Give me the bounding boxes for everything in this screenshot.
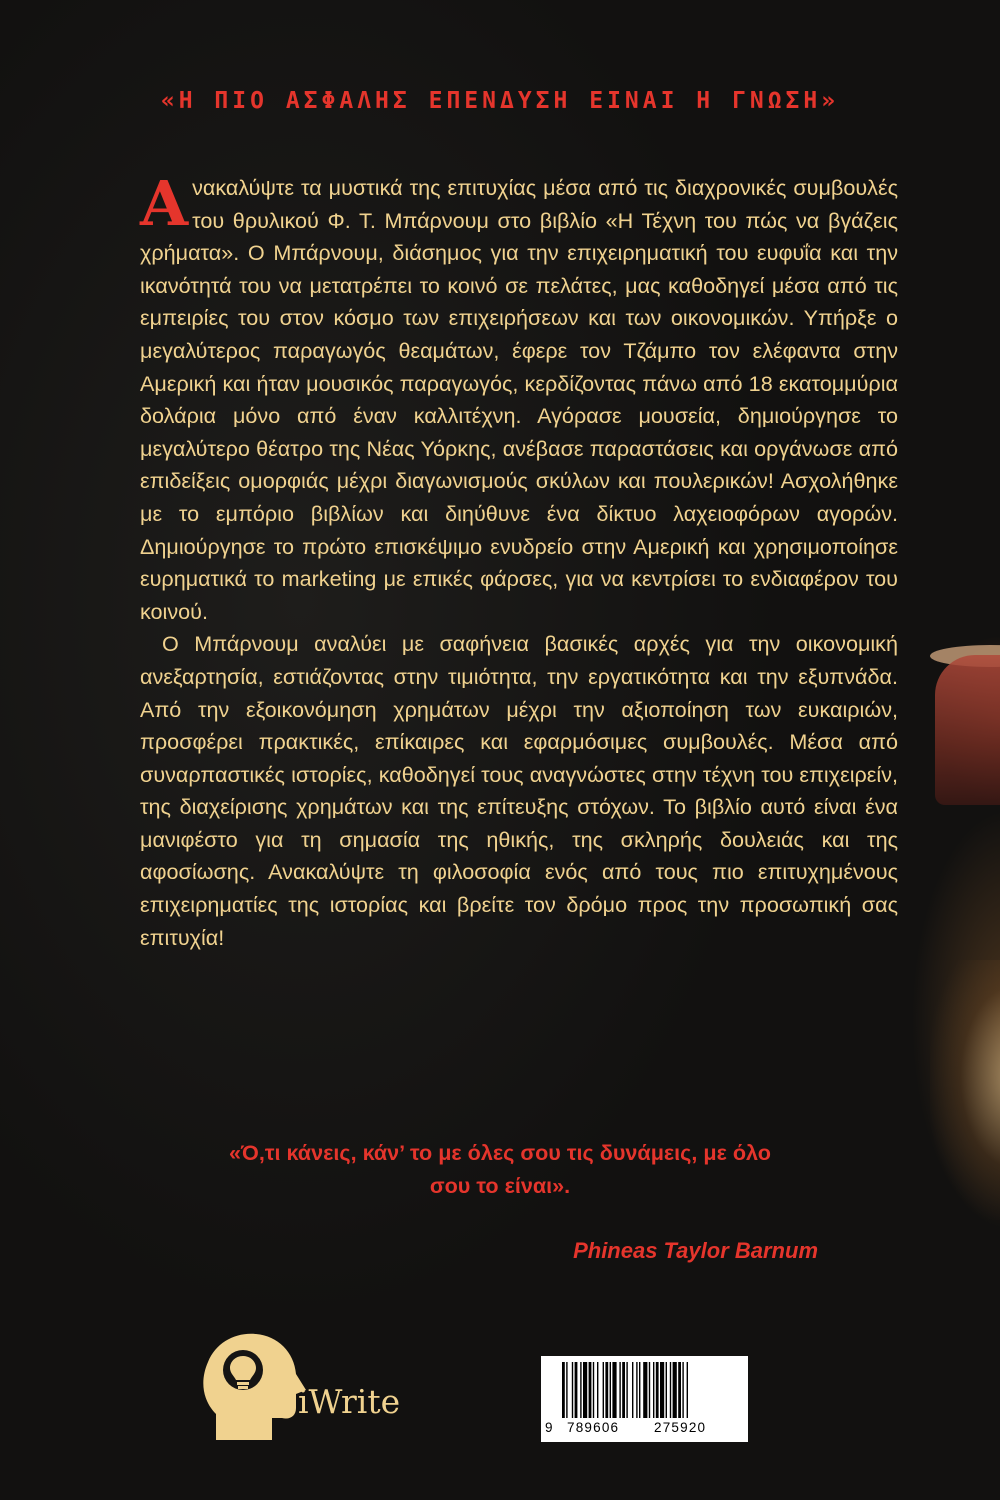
barcode-digit-first: 9 xyxy=(545,1420,554,1435)
barcode-bar xyxy=(656,1362,659,1418)
barcode-bar xyxy=(580,1362,581,1418)
barcode-bar xyxy=(666,1362,667,1418)
barcode-bar xyxy=(626,1362,627,1418)
barcode-bars xyxy=(546,1362,743,1420)
barcode-bar xyxy=(682,1362,683,1418)
quote-author: Phineas Taylor Barnum xyxy=(573,1238,818,1263)
barcode-bar xyxy=(687,1362,688,1418)
isbn-barcode xyxy=(541,1356,748,1442)
description-paragraph-1-text: νακαλύψτε τα μυστικά της επιτυχίας μέσα από τις διαχρονικές συμβουλές του θρυλικού Φ. Τ. Μπάρνουμ στο βιβλίο «Η Τέχνη του πώς να βγάζεις χρήματα». Ο Μπάρνουμ, διάσημος για την επιχειρηματική του ευφυΐα και την ικανότητά του να μετατρέπει το κοινό σε πελάτες, μας καθοδηγεί μέσα από τις εμπειρίες του στον κόσμο των επιχειρήσεων και των οικονομικών. Υπήρξε ο μεγαλύτερος παραγωγός θεαμάτων, έφερε τον Τζάμπο τον ελέφαντα στην Αμερική και ήταν μουσικός παραγωγός, κερδίζοντας πάνω από 18 εκατομμύρια δολάρια μόνο από έναν καλλιτέχνη. Αγόρασε μουσεία, δημιούργησε το μεγαλύτερο θέατρο της Νέας Υόρκης, ανέβασε παραστάσεις και οργάνωσε από επιδείξεις ομορφιάς μέχρι διαγωνισμούς σκύλων και πουλερικών! Ασχολήθηκε με το εμπόριο βιβλίων και διηύθυνε ένα δίκτυο λαχειοφόρων αγορών. Δημιούργησε το πρώτο επισκέψιμο ενυδρείο στην Αμερική και χρησιμοποίησε ευρηματικά το marketing με επικές φάρσες, για να κεντρίσει το ενδιαφέρον του κοινού. xyxy=(140,175,898,624)
barcode-bar xyxy=(636,1362,637,1418)
description-paragraph-2: Ο Μπάρνουμ αναλύει με σαφήνεια βασικές αρχές για την οικονομική ανεξαρτησία, εστιάζοντας στην τιμιότητα, την εργατικότητα και την εξυπνάδα. Από την εξοικονόμηση χρημάτων μέχρι την αξιοποίηση των ευκαιριών, προσφέρει πρακτικές, επίκαιρες και εφαρμόσιμες συμβουλές. Μέσα από συναρπαστικές ιστορίες, καθοδηγεί τους αναγνώστες στην τέχνη του επιχειρείν, της διαχείρισης χρημάτων και της επίτευξης στόχων. Το βιβλίο αυτό είναι ένα μανιφέστο για τη σημασία της ηθικής, της σκληρής δουλειάς και της αφοσίωσης. Ανακαλύψτε τη φιλοσοφία ενός από τους πιο επιτυχημένους επιχειρηματίες της ιστορίας και βρείτε τον δρόμο προς την προσωπική σας επιτυχία! xyxy=(140,631,898,950)
barcode-bar xyxy=(639,1362,640,1418)
quote-line-1: «Ό,τι κάνεις, κάν’ το με όλες σου τις δυνάμεις, με όλο xyxy=(229,1140,771,1165)
barcode-bar xyxy=(572,1362,573,1418)
barcode-bar xyxy=(583,1362,587,1418)
publisher-name: iWrite xyxy=(298,1382,401,1421)
barcode-bar xyxy=(670,1362,671,1418)
barcode-bar xyxy=(566,1362,567,1418)
barcode-bar xyxy=(562,1362,565,1418)
barcode-bar xyxy=(603,1362,604,1418)
barcode-digits-group-1: 789606 xyxy=(567,1420,620,1435)
barcode-bar xyxy=(589,1362,592,1418)
drop-cap: Α xyxy=(140,167,189,240)
barcode-bar xyxy=(673,1362,677,1418)
barnum-quote xyxy=(150,1136,850,1202)
slogan-heading: «Η ΠΙΟ ΑΣΦΑΛΗΣ ΕΠΕΝΔΥΣΗ ΕΙΝΑΙ Η ΓΝΩΣΗ» xyxy=(160,88,840,114)
barcode-bar xyxy=(612,1362,616,1418)
barcode-bar xyxy=(643,1362,647,1418)
barcode-bar xyxy=(619,1362,620,1418)
light-glow-decoration xyxy=(930,960,1000,1220)
barcode-bar xyxy=(597,1362,598,1418)
barcode-bar xyxy=(653,1362,654,1418)
barcode-bar xyxy=(593,1362,594,1418)
book-description xyxy=(140,167,898,954)
barcode-bar xyxy=(660,1362,664,1418)
barcode-bar xyxy=(575,1362,578,1418)
lamp-decoration xyxy=(935,655,1000,805)
head-lightbulb-icon xyxy=(198,1328,308,1446)
barcode-digits-group-2: 275920 xyxy=(654,1420,707,1435)
quote-line-2: σου το είναι». xyxy=(429,1173,571,1198)
barcode-bar xyxy=(678,1362,681,1418)
barcode-bar xyxy=(649,1362,650,1418)
barcode-bar xyxy=(605,1362,608,1418)
barcode-bar xyxy=(622,1362,625,1418)
barcode-bar xyxy=(632,1362,633,1418)
barcode-bar xyxy=(610,1362,611,1418)
description-paragraph-1 xyxy=(140,167,898,628)
